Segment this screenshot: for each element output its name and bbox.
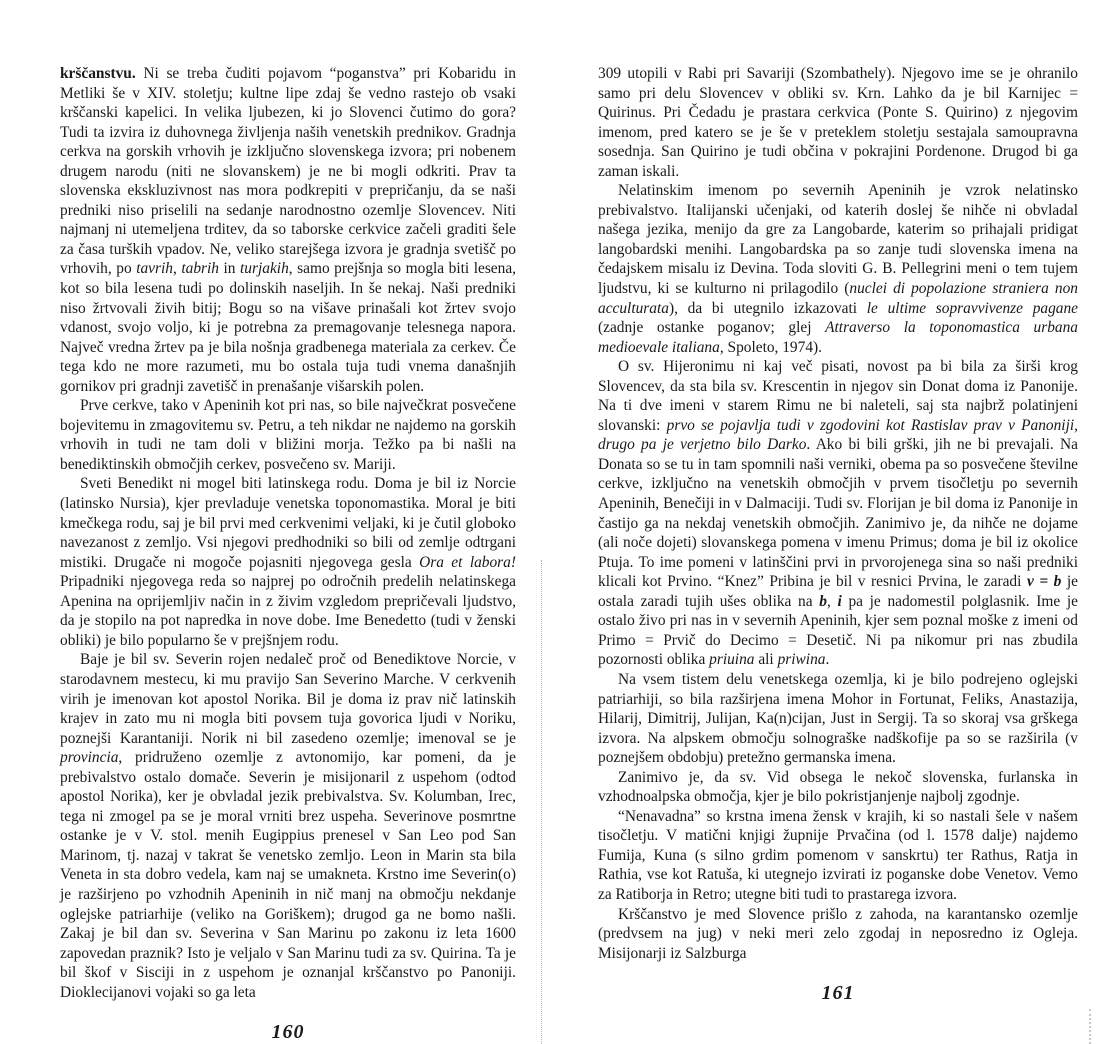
paragraph — [60, 396, 516, 474]
text-segment: le ultime sopravvivenze pagane — [866, 299, 1079, 317]
text-segment: in — [218, 260, 241, 278]
text-segment: priwina — [777, 651, 826, 669]
text-segment: , samo prejšnja so mogla biti lesena, kot so bila lesena tudi po dolinskih naseljih. In še nekaj. Naši predniki niso žrtvovali živih bitij; Bogu so na višave prinašali kot žrtev svojo vdanost, svojo voljo, ki je potrebna za premagovanje telesnega napora. Največ vredna žrtev pa je bila nošnja gradbenega materiala za cerkev. Če tega kdo ne more razumeti, mu bo ostala tuja tudi vnema današnjih gornikov pri gradnji zavetišč in prenašanje višarskih polen. — [60, 260, 517, 395]
text-segment: Ni se treba čuditi pojavom “poganstva” pri Kobaridu in Metliki še v XIV. stoletju; kultne lipe zdaj še vedno rastejo ob vsaki krščanski kapelici. In velika ljubezen, ki jo Slovenci čutimo do gora? Tudi ta izvira iz duhovnega življenja naših venetskih prednikov. Gradnja cerkva na gorskih vrhovih je izključno slovenskega izvora; pri nobenem drugem narodu (niti ne slovanskem) je ne bi mogli odkriti. Prav ta slovenska ekskluzivnost nas mora podkrepiti v prepričanju, da se naši predniki niso priselili na sedanje narodnostno ozemlje Slovencev. Niti najmanj ni utemeljena trditev, da so taborske cerkvice začeli graditi šele za časa turških vpadov. Ne, veliko starejšega izvora je gradnja svetišč po vrhovih, po — [60, 65, 516, 278]
text-segment: Krščanstvo je med Slovence prišlo z zahoda, na karantansko ozemlje (predvsem na jug) v neki meri zelo zgodaj in neposredno iz Ogleja. Misijonarji iz Salzburga — [598, 905, 1078, 962]
left-page-body — [60, 64, 516, 1002]
text-segment: Zanimivo je, da sv. Vid obsega le nekoč slovenska, furlanska in vzhodnoalpska območja, kjer je bilo pokristjanjenje najbolj zgodnje. — [598, 768, 1078, 806]
text-segment: priuina — [709, 651, 755, 669]
paragraph — [60, 650, 516, 1002]
text-segment: . Ako bi bili grški, jih ne bi prevajali. Na Donata so se tu in tam spomnili naši verniki, obema pa so posvečene številne cerkve, izključno na venetskih območjih v prvem tisočletju po severnih Apeninih, Benečiji in v Dalmaciji. Tudi sv. Florijan je bil doma iz Panonije in častijo ga na nekdaj venetskih območjih. Zanimivo je, da nihče ne dojame (ali noče dojeti) slovanskega pomena v imenu Primus; doma je bil iz okolice Ptuja. To ime pomeni v latinščini prvi in prvorojenega sina so naši predniki klicali kot Prvino. “Knez” Pribina je bil v resnici Prvina, le zaradi — [598, 436, 1078, 591]
paragraph — [598, 670, 1078, 768]
text-segment: tabrih — [181, 260, 219, 278]
text-segment: (zadnje ostanke poganov; glej — [598, 319, 826, 337]
text-segment: tavrih — [136, 260, 173, 278]
text-segment: je ostala zaradi tujih ušes oblika na — [598, 573, 1078, 610]
text-segment: Ora et labora! — [419, 553, 516, 571]
text-segment: , — [826, 592, 838, 610]
paragraph — [60, 64, 516, 396]
left-page — [60, 64, 516, 1044]
paragraph — [598, 807, 1078, 905]
text-segment: Baje je bil sv. Severin rojen nedaleč proč od Benediktove Norcie, v starodavnem mestecu, ki mu pravijo San Severino Marche. V cerkvenih virih je imenovan kot apostol Norika. Bil je doma iz prav nič latinskih krajev in zato mu ni mogla biti povsem tuja govorica ljudi v Noriku, poznejši Karantaniji. Norik ni bil zasedeno ozemlje; imenoval se je — [60, 651, 516, 747]
right-page-body — [598, 64, 1078, 963]
text-segment: Prve cerkve, tako v Apeninih kot pri nas, so bile največkrat posvečene bojevitemu in zmagovitemu sv. Petru, a teh nikdar ne najdemo na gorskih vrhovih in tudi ne tam doli v bližini morja. Težko pa bi našli na benediktinskih območjih cerkev, posvečeno sv. Mariji. — [60, 397, 516, 473]
text-segment: ), da bi utegnilo izkazovati — [668, 299, 867, 317]
paragraph — [598, 357, 1078, 670]
text-segment: krščanstvu. — [60, 65, 136, 82]
text-segment: , pridruženo ozemlje z avtonomijo, kar pomeni, da je prebivalstvo ostalo domače. Severin je misijonaril z uspehom (odtod apostol Norika), ker je obvladal jezik prebivalstva. Sv. Kolumban, Irec, tega ni zmogel pa se je moral vrniti brez uspeha. Severinove posmrtne ostanke je v V. stol. menih Eugippius prenesel v San Leo pod San Marinom, tj. nazaj v takrat še venetsko zemljo. Leon in Marin sta bila Veneta in sta dobro vedela, kam naj se umakneta. Krstno ime Severin(o) je razširjeno po vzhodnih Apeninih in nič manj na območju nekdanje oglejske patriarhije (veliko na Goriškem); drugod ga ne bomo našli. Zakaj je bil dan sv. Severina v San Marinu po zakonu iz leta 1600 zapovedan praznik? Isto je veljalo v San Marinu tudi za sv. Quirina. Ta je bil škof v Sisciji in z uspehom je oznanjal krščanstvo po Panoniji. Dioklecijanovi vojaki so ga leta — [60, 749, 516, 1001]
paragraph — [598, 64, 1078, 181]
text-segment: Pripadniki njegovega reda so najprej po odročnih predelih nelatinskega Apenina na oprijemljiv način in z živim vzgledom prepričevali ljudstvo, da je stopilo na pot napredka in nove dobe. Ime Benedetto (tudi v ženski obliki) je bilo popularno še v prejšnjem rodu. — [60, 573, 516, 649]
text-segment: Attraverso la toponomastica urbana medioevale italiana — [598, 319, 1078, 356]
text-segment: Sveti Benedikt ni mogel biti latinskega rodu. Doma je bil iz Norcie (latinsko Nursia), kjer prevladuje venetska toponomastika. Moral je biti kmečkega rodu, saj je bil prvi med cerkvenimi veljaki, ki je čutil globoko navezanost z zemljo. Vsi njegovi predhodniki so bili od zemlje odtrgani mistiki. Drugače ni mogoče pojasniti njegovega gesla — [60, 475, 516, 571]
text-segment: nuclei di popolazione straniera non acculturata — [598, 280, 1078, 317]
paragraph — [60, 474, 516, 650]
paragraph — [598, 905, 1078, 964]
text-segment: 309 utopili v Rabi pri Savariji (Szombathely). Njegovo ime se je ohranilo samo pri delu Slovencev v obliki sv. Krn. Lahko da je bil Karnijec = Quirinus. Pri Čedadu je prastara cerkvica (Ponte S. Quirino) z njegovim imenom, pred katero se je še v preteklem stoletju sestajala samoupravna sosednja. San Quirino je tudi občina v pokrajini Pordenone. Drugod bi ga zaman iskali. — [598, 65, 1078, 180]
paragraph — [598, 768, 1078, 807]
text-segment: “Nenavadna” so krstna imena žensk v krajih, ki so nastali šele v našem tisočletju. V matični knjigi župnije Prvačina (od l. 1578 dalje) najdemo Fumija, Kuna (s silno grdim pomenom v sanskrtu) ter Rathus, Ratja in Rathia, vse kot Ratuša, ki utegnejo izvirati iz poganske dobe Venetov. Vemo za Ratiborja in Retro; utegne biti tudi to prastarega izvora. — [598, 807, 1078, 903]
page-number-right: 161 — [821, 982, 855, 1005]
right-page — [598, 64, 1078, 1005]
text-segment: , — [172, 260, 182, 278]
text-segment: , Spoleto, 1974). — [719, 338, 822, 356]
page-gutter-divider — [541, 560, 542, 1044]
text-segment: i — [837, 592, 842, 610]
text-segment: prvo se pojavlja tudi v zgodovini kot Rastislav prav v Panoniji, drugo pa je verjetno bilo Darko — [598, 416, 1078, 454]
text-segment: . — [825, 651, 830, 669]
scan-edge-mark — [1089, 1009, 1094, 1044]
text-segment: ali — [754, 651, 778, 669]
text-segment: O sv. Hijeronimu ni kaj več pisati, novost pa bi bila za širši krog Slovencev, da sta bila sv. Krescentin in njegov sin Donat doma iz Panonije. Na ti dve imeni v starem Rimu ne bi naleteli, saj sta najbrž polatinjeni slovanski: — [598, 358, 1078, 434]
text-segment: b — [819, 592, 827, 610]
text-segment: Na vsem tistem delu venetskega ozemlja, ki je bilo podrejeno oglejski patriarhiji, so bila razširjena imena Mohor in Fortunat, Feliks, Anastazija, Hilarij, Dimitrij, Julijan, Ka(n)cijan, Just in Sergij. Ta so skoraj vsa grškega izvora. Na alpskem območju solnograške nadškofije pa so se razširila (v poznejšem obdobju) pretežno germanska imena. — [598, 670, 1078, 767]
text-segment: provincia — [60, 749, 119, 767]
page-number-left: 160 — [271, 1021, 305, 1044]
text-segment: v = b — [1026, 573, 1062, 591]
text-segment: pa je nadomestil polglasnik. Ime je ostalo živo pri nas in v severnih Apeninih, kjer sem poznal moške z imeni od Primo = Prvič do Decimo = Desetič. Ni pa nikomur pri nas zbudila pozornosti oblika — [598, 592, 1079, 669]
text-segment: Nelatinskim imenom po severnih Apeninih je vzrok nelatinsko prebivalstvo. Italijanski učenjaki, od katerih doslej še nihče ni obvladal našega jezika, menijo da gre za Langobarde, katerim so prihajali pridigat langobardski menihi. Langobardska pa so zanje tudi slovenska imena na čedajskem misalu iz Devina. Toda sloviti G. B. Pellegrini meni o tem tujem ljudstvu, ki se kulturno ni prilagodilo ( — [598, 182, 1078, 298]
paragraph — [598, 181, 1078, 357]
text-segment: turjakih — [240, 260, 289, 278]
